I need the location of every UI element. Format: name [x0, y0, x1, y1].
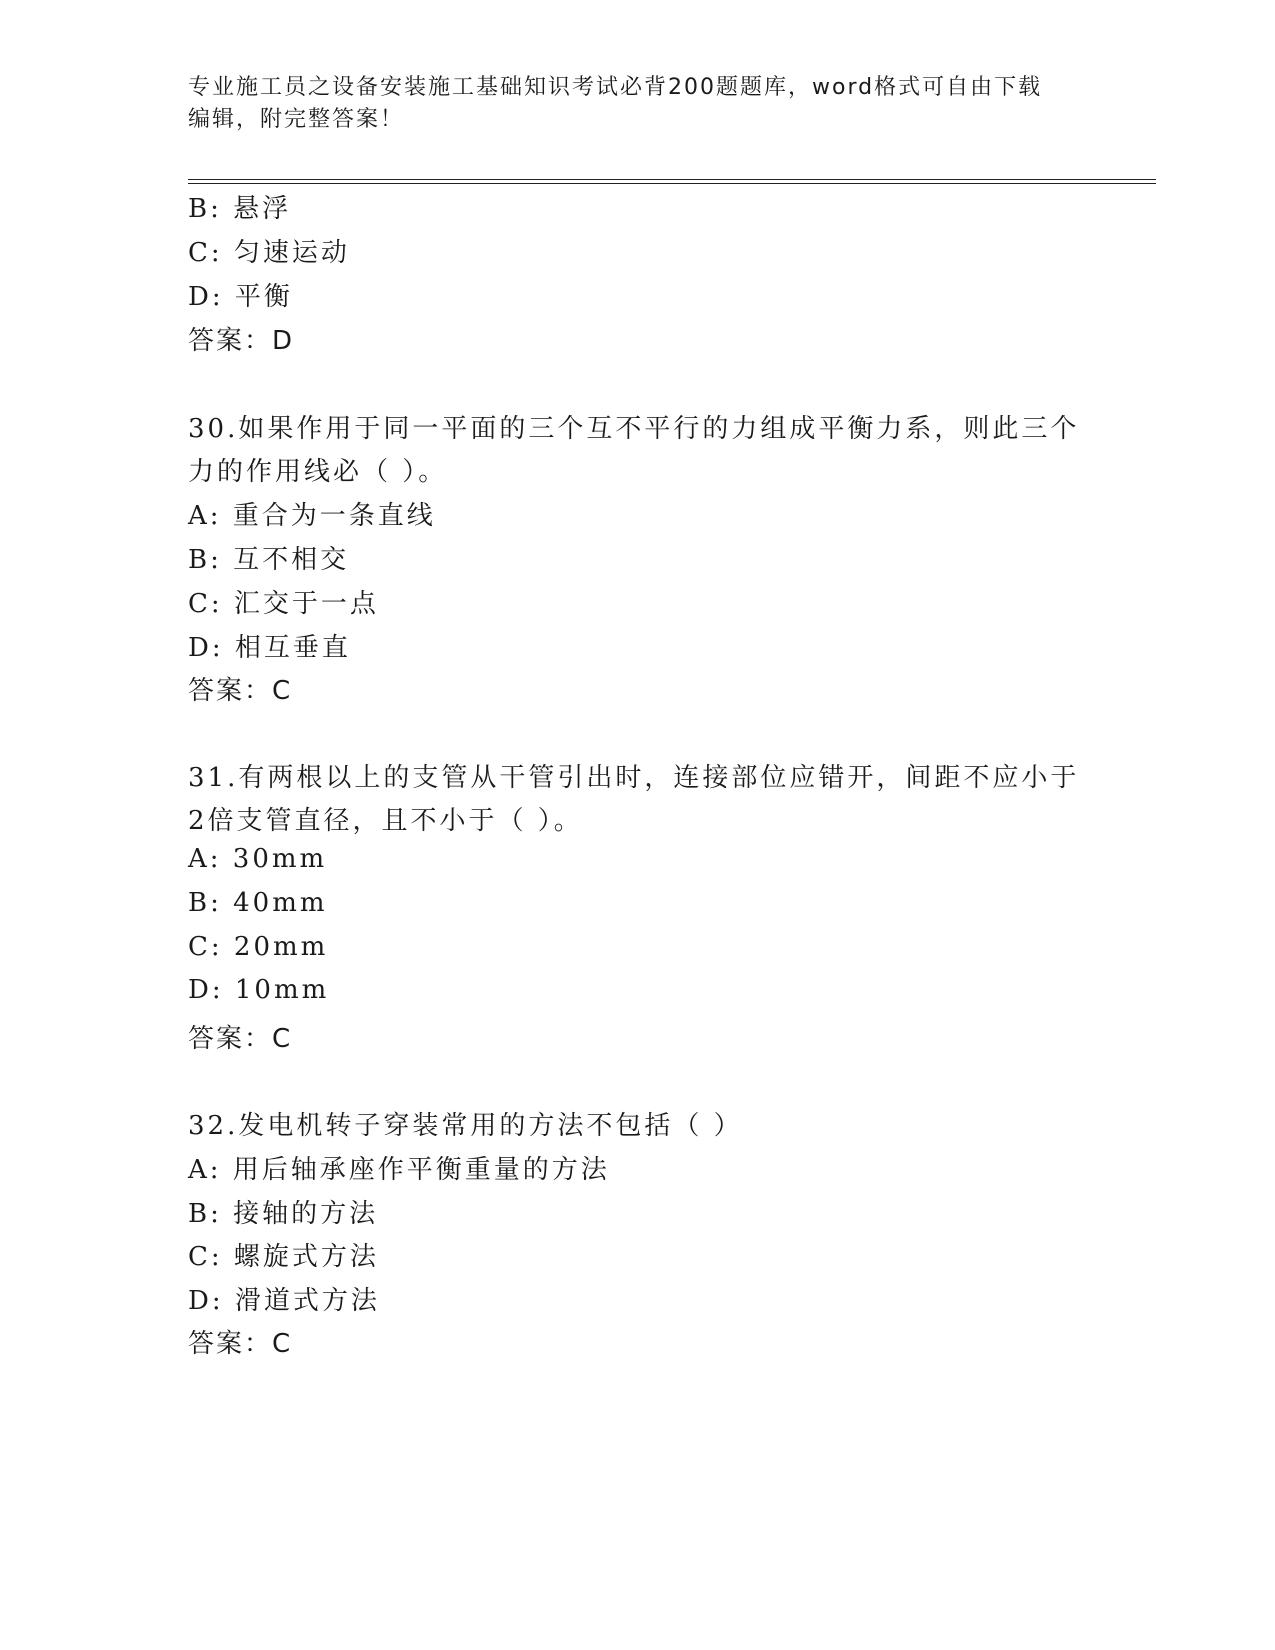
- q30-answer: 答案：C: [188, 676, 293, 706]
- header-divider-top: [188, 179, 1156, 180]
- q32-option-b: B: 接轴的方法: [188, 1199, 379, 1229]
- q31-option-c: C: 20mm: [188, 932, 329, 962]
- q29-answer: 答案：D: [188, 326, 295, 356]
- header-title-line-2: 编辑，附完整答案！: [188, 107, 405, 132]
- q32-option-d: D: 滑道式方法: [188, 1286, 380, 1316]
- q31-option-b: B: 40mm: [188, 888, 328, 918]
- q31-stem-line-2: 2倍支管直径，且不小于（ ）。: [188, 806, 583, 836]
- q30-option-a: A: 重合为一条直线: [188, 501, 436, 531]
- q29-option-d: D: 平衡: [188, 282, 293, 312]
- q32-option-c: C: 螺旋式方法: [188, 1242, 379, 1272]
- q29-option-c: C: 匀速运动: [188, 238, 350, 268]
- q32-stem-line-1: 32.发电机转子穿装常用的方法不包括（ ）: [188, 1111, 743, 1141]
- q32-answer: 答案：C: [188, 1329, 293, 1359]
- q31-option-d: D: 10mm: [188, 975, 330, 1005]
- q30-stem-line-2: 力的作用线必（ ）。: [188, 457, 448, 487]
- q32-option-a: A: 用后轴承座作平衡重量的方法: [188, 1155, 610, 1185]
- header-divider-bottom: [188, 183, 1156, 184]
- q31-answer: 答案：C: [188, 1024, 293, 1054]
- q29-option-b: B: 悬浮: [188, 194, 292, 224]
- header-title-line-1: 专业施工员之设备安装施工基础知识考试必背200题题库，word格式可自由下载: [188, 75, 1043, 100]
- document-header: [188, 72, 1088, 136]
- q30-stem-line-1: 30.如果作用于同一平面的三个互不平行的力组成平衡力系，则此三个: [188, 414, 1080, 444]
- q31-option-a: A: 30mm: [188, 844, 328, 874]
- q30-option-d: D: 相互垂直: [188, 633, 351, 663]
- q31-stem-line-1: 31.有两根以上的支管从干管引出时，连接部位应错开，间距不应小于: [188, 763, 1080, 793]
- q30-option-c: C: 汇交于一点: [188, 589, 379, 619]
- q30-option-b: B: 互不相交: [188, 545, 350, 575]
